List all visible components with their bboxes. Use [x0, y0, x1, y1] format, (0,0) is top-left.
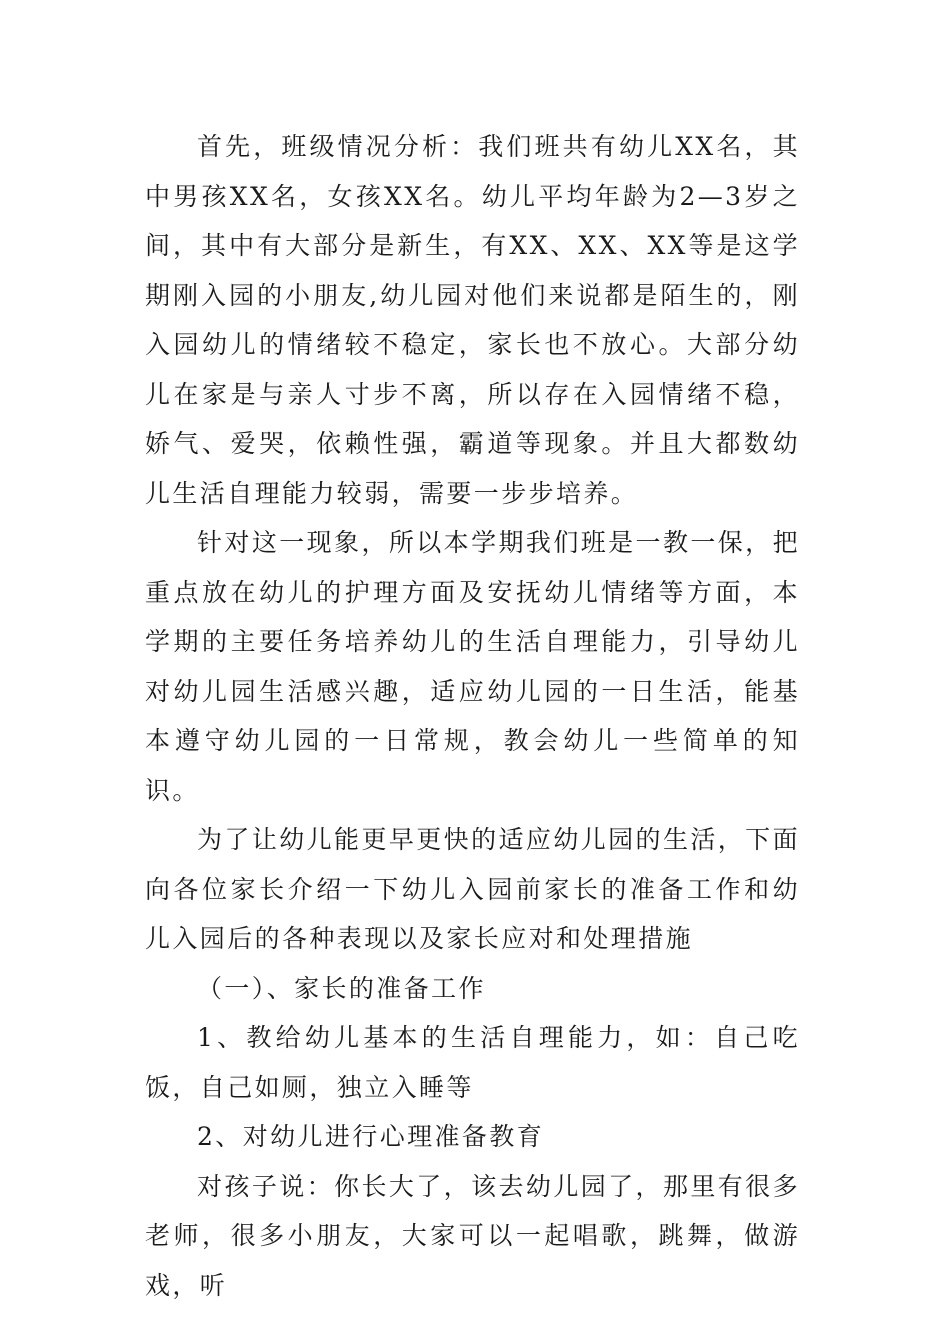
section-heading-parent-preparation: （一）、家长的准备工作	[197, 973, 486, 1003]
paragraph-class-analysis: 首先，班级情况分析：我们班共有幼儿XX名，其中男孩XX名，女孩XX名。幼儿平均年龄为2—3岁之间，其中有大部分是新生，有XX、XX、XX等是这学期刚入园的小朋友,幼儿园对他们来说都是陌生的，刚入园幼儿的情绪较不稳定，家长也不放心。大部分幼儿在家是与亲人寸步不离，所以存在入园情绪不稳，娇气、爱哭，依赖性强，霸道等现象。并且大都数幼儿生活自理能力较弱，需要一步步培养。	[145, 132, 800, 508]
document-body	[145, 122, 800, 1310]
list-item-psychological-preparation: 2、对幼儿进行心理准备教育	[197, 1122, 545, 1151]
paragraph-introduction: 为了让幼儿能更早更快的适应幼儿园的生活，下面向各位家长介绍一下幼儿入园前家长的准备工作和幼儿入园后的各种表现以及家长应对和处理措施	[145, 825, 800, 953]
list-item-self-care: 1、教给幼儿基本的生活自理能力，如：自己吃饭，自己如厕，独立入睡等	[145, 1023, 800, 1102]
paragraph-semester-focus: 针对这一现象，所以本学期我们班是一教一保，把重点放在幼儿的护理方面及安抚幼儿情绪等方面，本学期的主要任务培养幼儿的生活自理能力，引导幼儿对幼儿园生活感兴趣，适应幼儿园的一日生活，能基本遵守幼儿园的一日常规，教会幼儿一些简单的知识。	[145, 528, 800, 805]
paragraph-talk-to-child: 对孩子说：你长大了，该去幼儿园了，那里有很多老师，很多小朋友，大家可以一起唱歌，跳舞，做游戏，听	[145, 1171, 800, 1300]
